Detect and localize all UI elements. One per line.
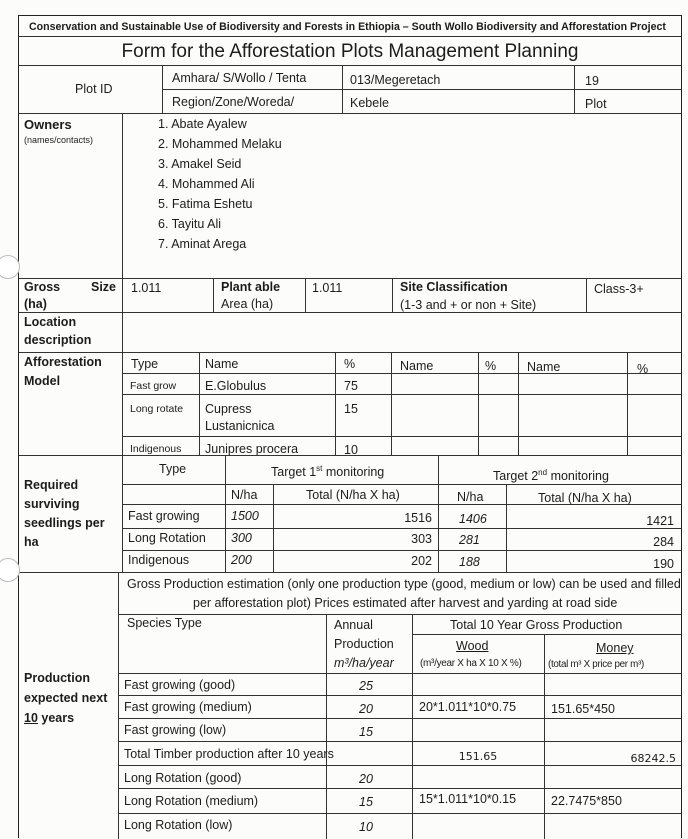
- model-species: E.Globulus: [205, 379, 267, 393]
- production-species: Total Timber production after 10 years: [124, 747, 334, 761]
- gross-size-label: Size: [91, 280, 117, 294]
- seedlings-label-2: surviving: [24, 497, 80, 511]
- gross-size-value: 1.011: [131, 281, 162, 295]
- region-value: Amhara/ S/Wollo / Tenta: [172, 71, 307, 85]
- production-annual: 25: [359, 679, 373, 693]
- target2-nha: 281: [459, 533, 480, 547]
- seedlings-type-header: Type: [159, 462, 187, 476]
- production-species: Long Rotation (good): [124, 771, 242, 785]
- annual-header-2: Production: [334, 637, 394, 651]
- site-class-value: Class-3+: [594, 282, 644, 296]
- production-annual: 20: [359, 702, 373, 716]
- target2-total: 284: [653, 535, 674, 549]
- production-annual: 15: [359, 725, 373, 739]
- target1-header: Target 1st monitoring: [271, 464, 385, 480]
- location-label: Location: [24, 315, 77, 329]
- annual-header-unit: m³/ha/year: [334, 656, 394, 670]
- target2-total-header: Total (N/ha X ha): [538, 491, 632, 505]
- model-pct: 75: [344, 379, 358, 393]
- project-title: Conservation and Sustainable Use of Biodiversity and Forests in Ethiopia – South Wollo Biodiversity and Afforestation Project: [29, 21, 666, 33]
- owner-item: 3. Amakel Seid: [158, 157, 242, 171]
- target1-nha: 1500: [231, 509, 259, 523]
- species-type-header: Species Type: [127, 616, 202, 630]
- model-name-header-3: Name: [527, 360, 561, 374]
- region-label: Region/Zone/Woreda/: [172, 95, 295, 109]
- plantable-value: 1.011: [312, 281, 343, 295]
- production-note-2: per afforestation plot) Prices estimated after harvest and yarding at road side: [193, 596, 618, 610]
- seedlings-type: Indigenous: [128, 553, 190, 567]
- target1-total: 1516: [404, 511, 432, 525]
- owner-item: 2. Mohammed Melaku: [158, 137, 282, 151]
- owner-item: 1. Abate Ayalew: [158, 117, 247, 131]
- model-pct-header-3: %: [637, 362, 649, 376]
- afforestation-form: [18, 15, 682, 838]
- owners-label: Owners: [24, 117, 72, 132]
- model-pct: 15: [344, 402, 358, 416]
- model-pct-header: %: [344, 357, 356, 371]
- production-wood: 15*1.011*10*0.15: [419, 792, 517, 806]
- model-pct-header-2: %: [485, 359, 497, 373]
- site-class-sublabel: (1-3 and + or non + Site): [400, 298, 537, 312]
- model-type-header: Type: [131, 357, 159, 371]
- production-label-2: expected next: [24, 691, 108, 705]
- target2-nha-header: N/ha: [457, 490, 484, 504]
- owner-item: 6. Tayitu Ali: [158, 217, 222, 231]
- target1-total: 202: [411, 554, 432, 568]
- money-formula-header: (total m³ X price per m³): [548, 659, 644, 670]
- production-species: Fast growing (medium): [124, 700, 252, 714]
- production-label-3: 10 years: [24, 711, 75, 725]
- production-annual: 20: [359, 772, 373, 786]
- model-label-2: Model: [24, 374, 61, 388]
- production-label: Production: [24, 671, 90, 685]
- production-money: 151.65*450: [551, 702, 615, 716]
- wood-header: Wood: [456, 639, 489, 653]
- plantable-label: Plant able: [221, 280, 281, 294]
- form-title: Form for the Afforestation Plots Management Planning: [121, 41, 579, 62]
- model-type: Fast grow: [130, 380, 177, 392]
- total10-header: Total 10 Year Gross Production: [450, 618, 623, 632]
- model-name-header-2: Name: [400, 359, 434, 373]
- target2-nha: 1406: [459, 512, 487, 526]
- production-wood: 20*1.011*10*0.75: [419, 700, 517, 714]
- target1-nha: 300: [231, 531, 252, 545]
- model-species-2: Lustanicnica: [205, 419, 275, 433]
- target1-total-header: Total (N/ha X ha): [306, 488, 400, 502]
- seedlings-type: Fast growing: [128, 509, 200, 523]
- target2-nha: 188: [459, 555, 480, 569]
- production-species: Long Rotation (low): [124, 818, 233, 832]
- owner-item: 4. Mohammed Ali: [158, 177, 255, 191]
- production-annual: 10: [359, 820, 373, 834]
- punch-hole: [0, 558, 20, 582]
- target1-nha-header: N/ha: [231, 488, 258, 502]
- gross-unit-label: (ha): [24, 297, 47, 311]
- kebele-value: 013/Megeretach: [350, 73, 441, 87]
- owners-sublabel: (names/contacts): [24, 135, 94, 145]
- wood-formula-header: (m³/year X ha X 10 X %): [420, 658, 522, 669]
- model-label: Afforestation: [24, 355, 102, 369]
- plot-id-label: Plot ID: [75, 82, 113, 96]
- target1-nha: 200: [231, 553, 252, 567]
- money-header: Money: [596, 641, 634, 655]
- model-type: Indigenous: [130, 443, 182, 455]
- annual-header: Annual: [334, 618, 373, 632]
- plantable-sublabel: Area (ha): [221, 297, 274, 311]
- target2-total: 1421: [646, 514, 674, 528]
- kebele-label: Kebele: [350, 96, 389, 110]
- production-money-total: 68242.5: [630, 752, 676, 765]
- production-species: Fast growing (low): [124, 723, 227, 737]
- gross-label: Gross: [24, 280, 61, 294]
- owner-item: 5. Fatima Eshetu: [158, 197, 253, 211]
- production-wood-total: 151.65: [458, 750, 498, 763]
- seedlings-label: Required: [24, 478, 79, 492]
- production-note: Gross Production estimation (only one production type (good, medium or low) can be used and filled: [127, 577, 681, 591]
- model-species: Junipres procera: [205, 442, 299, 456]
- seedlings-type: Long Rotation: [128, 531, 206, 545]
- punch-hole: [0, 255, 20, 279]
- production-species: Fast growing (good): [124, 678, 236, 692]
- plot-number-value: 19: [585, 74, 599, 88]
- target2-header: Target 2nd monitoring: [493, 468, 609, 484]
- location-label-2: description: [24, 333, 92, 347]
- model-pct: 10: [344, 443, 358, 457]
- site-class-label: Site Classification: [400, 280, 508, 294]
- production-money: 22.7475*850: [551, 794, 622, 808]
- target2-total: 190: [653, 557, 674, 571]
- production-annual: 15: [359, 795, 373, 809]
- model-name-header: Name: [205, 357, 239, 371]
- owner-item: 7. Aminat Arega: [158, 237, 247, 251]
- target1-total: 303: [411, 532, 432, 546]
- model-type: Long rotate: [130, 403, 184, 415]
- production-species: Long Rotation (medium): [124, 794, 259, 808]
- seedlings-label-4: ha: [24, 535, 39, 549]
- seedlings-label-3: seedlings per: [24, 516, 105, 530]
- plot-number-label: Plot: [585, 97, 607, 111]
- model-species: Cupress: [205, 402, 252, 416]
